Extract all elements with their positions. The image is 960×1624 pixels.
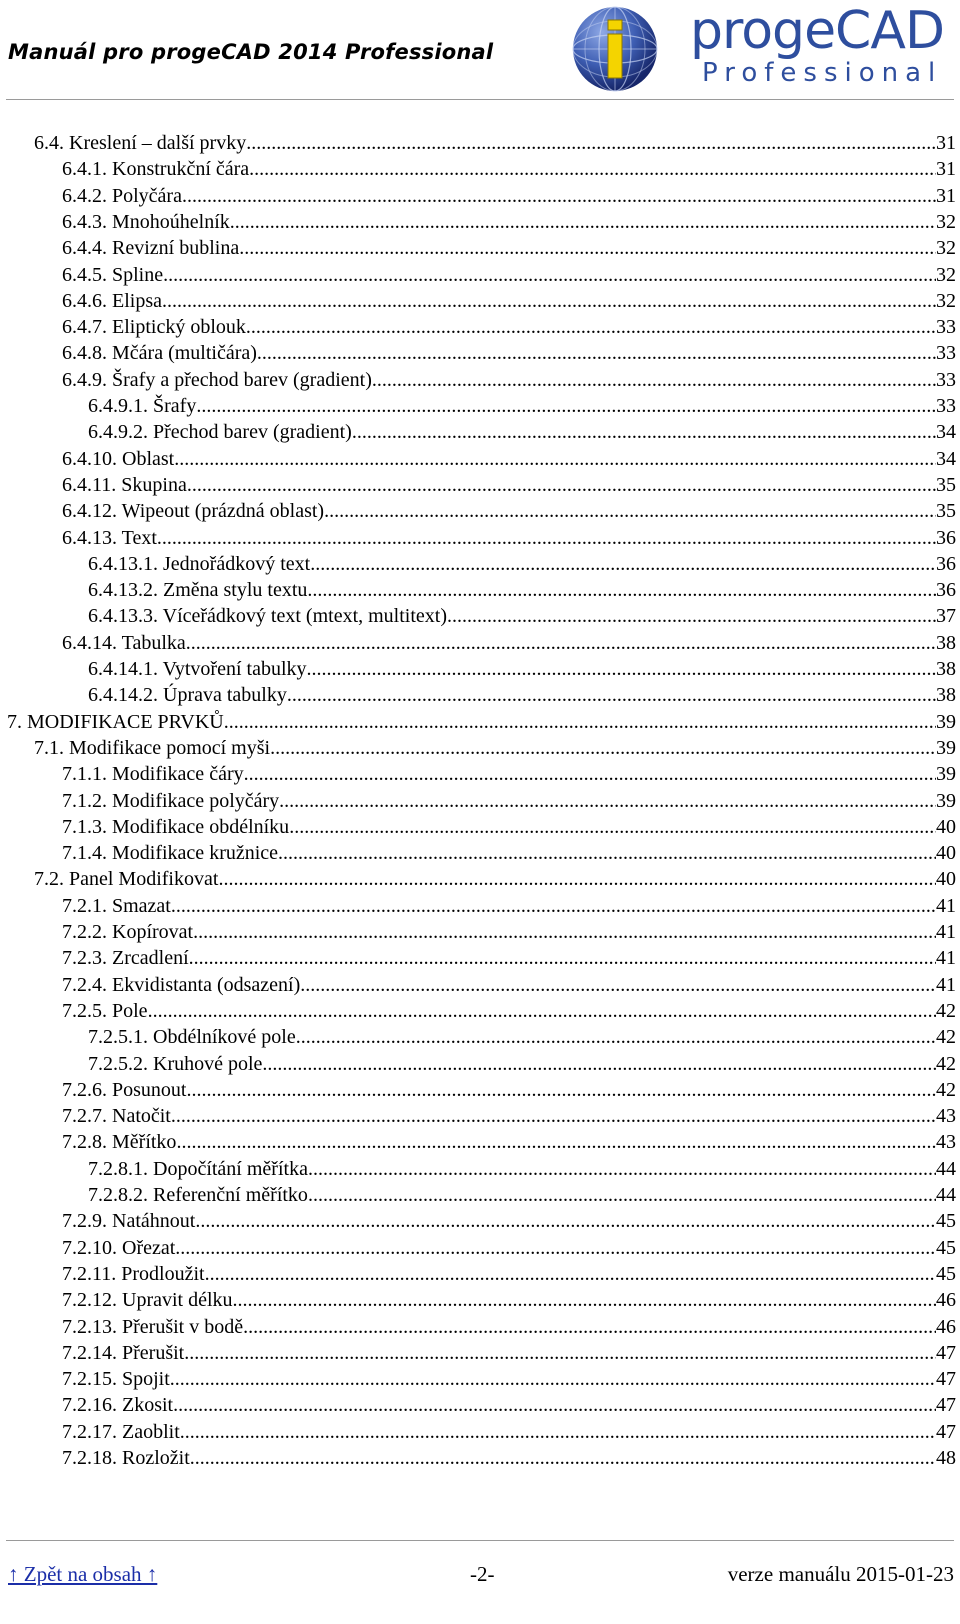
toc-dot-leader: [230, 209, 936, 236]
toc-dot-leader: [310, 551, 936, 578]
toc-entry-page: 41: [936, 894, 956, 917]
toc-entry-page: 35: [936, 500, 956, 523]
toc-entry-page: 33: [936, 395, 956, 417]
toc-dot-leader: [171, 1103, 936, 1130]
toc-entry-page: 31: [936, 158, 956, 181]
toc-entry-page: 41: [936, 973, 956, 996]
toc-entry-label: 7.2.7. Natočit: [62, 1105, 171, 1128]
toc-dot-leader: [307, 577, 936, 604]
toc-entry[interactable]: [0, 235, 958, 262]
toc-entry[interactable]: [0, 340, 958, 367]
toc-entry-label: 6.4.2. Polyčára: [62, 184, 182, 207]
toc-entry-label: 7.2.8.2. Referenční měřítko: [88, 1184, 308, 1206]
toc-dot-leader: [184, 1340, 936, 1367]
toc-entry-label: 6.4.14. Tabulka: [62, 631, 186, 654]
toc-entry[interactable]: [0, 498, 958, 525]
toc-dot-leader: [324, 498, 936, 525]
toc-dot-leader: [205, 1261, 936, 1288]
toc-entry[interactable]: [0, 788, 958, 815]
toc-entry-page: 44: [936, 1184, 956, 1206]
toc-entry[interactable]: [0, 367, 958, 394]
toc-entry-page: 32: [936, 237, 956, 260]
toc-dot-leader: [157, 525, 936, 552]
toc-dot-leader: [447, 603, 936, 630]
toc-entry-page: 39: [936, 789, 956, 812]
toc-entry-label: 6.4.13. Text: [62, 526, 157, 549]
toc-entry[interactable]: [0, 1077, 958, 1104]
page-number: -2-: [470, 1562, 495, 1586]
toc-entry[interactable]: [0, 998, 958, 1025]
toc-dot-leader: [218, 866, 936, 893]
toc-entry-page: 32: [936, 263, 956, 286]
toc-entry-label: 7.2.1. Smazat: [62, 894, 171, 917]
toc-entry[interactable]: [0, 656, 958, 683]
toc-entry[interactable]: [0, 183, 958, 210]
toc-entry-page: 41: [936, 947, 956, 970]
toc-entry-label: 7.2.16. Zkosit: [62, 1394, 174, 1417]
toc-entry[interactable]: [0, 1314, 958, 1341]
toc-dot-leader: [308, 1156, 936, 1183]
toc-entry-page: 35: [936, 473, 956, 496]
toc-entry-page: 37: [936, 605, 956, 628]
toc-dot-leader: [189, 945, 936, 972]
toc-entry[interactable]: [0, 1024, 958, 1051]
toc-entry-page: 33: [936, 316, 956, 339]
toc-dot-leader: [171, 893, 936, 920]
toc-entry-label: 7.1.2. Modifikace polyčáry: [62, 789, 280, 812]
toc-dot-leader: [246, 314, 936, 341]
toc-dot-leader: [257, 340, 936, 367]
toc-entry-page: 45: [936, 1210, 956, 1233]
toc-entry-label: 6.4. Kreslení – další prvky: [34, 132, 247, 154]
toc-entry[interactable]: [0, 682, 958, 709]
manual-title: Manuál pro progeCAD 2014 Professional: [8, 40, 494, 64]
toc-dot-leader: [287, 682, 936, 709]
toc-entry-page: 48: [936, 1447, 956, 1469]
toc-entry[interactable]: [0, 1208, 958, 1235]
toc-dot-leader: [170, 1366, 936, 1393]
toc-entry[interactable]: [0, 893, 958, 920]
toc-entry-page: 38: [936, 684, 956, 707]
toc-entry-page: 34: [936, 421, 956, 444]
toc-entry-page: 44: [936, 1157, 956, 1180]
toc-dot-leader: [244, 761, 936, 788]
toc-entry-label: 6.4.6. Elipsa: [62, 289, 162, 312]
toc-entry-page: 42: [936, 1078, 956, 1101]
toc-entry-label: 6.4.4. Revizní bublina: [62, 237, 240, 260]
toc-entry-label: 6.4.10. Oblast: [62, 447, 175, 470]
toc-dot-leader: [262, 1051, 936, 1078]
toc-entry-page: 36: [936, 579, 956, 602]
toc-entry-page: 47: [936, 1368, 956, 1391]
toc-dot-leader: [352, 419, 936, 446]
toc-entry[interactable]: [0, 577, 958, 604]
toc-entry-page: 47: [936, 1420, 956, 1443]
toc-entry-label: 6.4.14.2. Úprava tabulky: [88, 684, 287, 707]
toc-dot-leader: [162, 288, 936, 315]
toc-entry[interactable]: [0, 1103, 958, 1130]
toc-entry-page: 31: [936, 184, 956, 207]
toc-dot-leader: [180, 1419, 936, 1446]
toc-entry-page: 47: [936, 1394, 956, 1417]
toc-entry[interactable]: [0, 1129, 958, 1156]
toc-entry[interactable]: [0, 314, 958, 341]
toc-entry-page: 38: [936, 631, 956, 654]
toc-entry-label: 7.2.3. Zrcadlení: [62, 947, 189, 970]
toc-entry[interactable]: [0, 1051, 958, 1078]
toc-dot-leader: [175, 1235, 936, 1262]
toc-dot-leader: [190, 1445, 936, 1472]
toc-entry[interactable]: [0, 840, 958, 867]
toc-dot-leader: [307, 656, 936, 683]
toc-entry-label: 6.4.7. Eliptický oblouk: [62, 316, 246, 339]
toc-entry-page: 42: [936, 999, 956, 1022]
toc-dot-leader: [182, 183, 936, 210]
toc-dot-leader: [243, 1314, 936, 1341]
toc-entry-label: 6.4.9.1. Šrafy: [88, 395, 197, 417]
toc-dot-leader: [246, 130, 936, 157]
toc-entry-label: 7.2.9. Natáhnout: [62, 1210, 196, 1233]
toc-dot-leader: [173, 1392, 936, 1419]
toc-entry-label: 7.2.12. Upravit délku: [62, 1289, 233, 1312]
toc-entry[interactable]: [0, 814, 958, 841]
toc-entry-label: 7.2.11. Prodloužit: [62, 1262, 205, 1285]
toc-entry[interactable]: [0, 1235, 958, 1262]
toc-entry[interactable]: [0, 551, 958, 578]
toc-dot-leader: [308, 1182, 936, 1209]
toc-entry-label: 6.4.13.3. Víceřádkový text (mtext, multitext): [88, 605, 448, 628]
logo-wordmark: progeCAD: [690, 1, 944, 61]
toc-entry[interactable]: [0, 156, 958, 183]
toc-entry[interactable]: [0, 419, 958, 446]
toc-entry-page: 32: [936, 289, 956, 312]
toc-entry-page: 36: [936, 552, 956, 575]
toc-entry[interactable]: [0, 735, 958, 762]
toc-dot-leader: [233, 1287, 936, 1314]
toc-entry-page: 45: [936, 1236, 956, 1259]
toc-entry-label: 7.1.3. Modifikace obdélníku: [62, 815, 290, 838]
toc-entry[interactable]: [0, 945, 958, 972]
manual-version: verze manuálu 2015-01-23: [727, 1562, 954, 1586]
toc-dot-leader: [224, 709, 936, 736]
toc-entry[interactable]: [0, 709, 958, 736]
toc-entry-label: 7.2.13. Přerušit v bodě: [62, 1315, 244, 1338]
toc-entry[interactable]: [0, 919, 958, 946]
toc-dot-leader: [296, 1024, 936, 1051]
toc-entry-label: 6.4.9.2. Přechod barev (gradient): [88, 421, 352, 444]
toc-entry-label: 7. MODIFIKACE PRVKŮ: [7, 710, 224, 733]
toc-dot-leader: [186, 630, 936, 657]
toc-entry-label: 6.4.14.1. Vytvoření tabulky: [88, 658, 307, 680]
toc-entry-page: 46: [936, 1289, 956, 1312]
progecad-globe-logo-icon: [570, 4, 660, 94]
toc-entry-label: 7.2.5.2. Kruhové pole: [88, 1052, 263, 1075]
page-footer: [0, 1562, 960, 1602]
logo-edition: Professional: [702, 58, 943, 88]
toc-dot-leader: [174, 446, 936, 473]
toc-dot-leader: [239, 235, 936, 262]
toc-entry-page: 31: [936, 132, 956, 154]
toc-entry-page: 39: [936, 736, 956, 759]
toc-entry-label: 7.1. Modifikace pomocí myši: [34, 736, 271, 759]
header-divider: [6, 99, 954, 100]
toc-entry-page: 33: [936, 368, 956, 391]
back-to-contents-link[interactable]: ↑ Zpět na obsah ↑: [8, 1562, 158, 1586]
toc-entry-page: 40: [936, 842, 956, 865]
toc-entry-label: 7.2.5. Pole: [62, 999, 148, 1022]
toc-entry-page: 45: [936, 1262, 956, 1285]
toc-entry[interactable]: [0, 1392, 958, 1419]
toc-dot-leader: [195, 1208, 936, 1235]
toc-dot-leader: [289, 814, 936, 841]
toc-dot-leader: [249, 156, 936, 183]
toc-entry-page: 36: [936, 526, 956, 549]
toc-dot-leader: [196, 393, 936, 420]
toc-entry-label: 6.4.5. Spline: [62, 263, 164, 286]
toc-entry-label: 6.4.1. Konstrukční čára: [62, 158, 250, 181]
toc-entry[interactable]: [0, 446, 958, 473]
toc-entry-page: 46: [936, 1315, 956, 1338]
toc-entry-page: 43: [936, 1131, 956, 1154]
toc-dot-leader: [187, 472, 936, 499]
toc-entry-label: 7.2.17. Zaoblit: [62, 1420, 180, 1443]
toc-entry-page: 47: [936, 1341, 956, 1364]
toc-entry-page: 41: [936, 921, 956, 943]
toc-entry[interactable]: [0, 1366, 958, 1393]
toc-entry-label: 6.4.3. Mnohoúhelník: [62, 210, 230, 233]
toc-dot-leader: [279, 788, 936, 815]
toc-entry-label: 7.2.4. Ekvidistanta (odsazení): [62, 973, 301, 996]
toc-dot-leader: [148, 998, 936, 1025]
toc-entry-label: 6.4.8. Mčára (multičára): [62, 342, 257, 365]
toc-entry-page: 39: [936, 710, 956, 733]
toc-dot-leader: [176, 1129, 936, 1156]
toc-entry[interactable]: [0, 130, 958, 157]
toc-entry-page: 43: [936, 1105, 956, 1128]
toc-entry-label: 6.4.12. Wipeout (prázdná oblast): [62, 500, 325, 523]
toc-entry[interactable]: [0, 761, 958, 788]
toc-dot-leader: [186, 1077, 936, 1104]
toc-entry-label: 7.2.5.1. Obdélníkové pole: [88, 1026, 296, 1049]
toc-entry-label: 7.2.8. Měřítko: [62, 1131, 177, 1154]
toc-entry[interactable]: [0, 1340, 958, 1367]
toc-entry-page: 34: [936, 447, 956, 470]
toc-entry[interactable]: [0, 1182, 958, 1209]
toc-entry-label: 7.2. Panel Modifikovat: [34, 868, 219, 891]
toc-entry-page: 33: [936, 342, 956, 365]
toc-entry-label: 7.2.6. Posunout: [62, 1078, 187, 1101]
toc-entry[interactable]: [0, 866, 958, 893]
toc-entry-page: 42: [936, 1026, 956, 1049]
toc-entry-page: 32: [936, 210, 956, 233]
toc-dot-leader: [163, 262, 936, 289]
toc-entry-page: 40: [936, 815, 956, 838]
toc-entry-label: 6.4.13.1. Jednořádkový text: [88, 552, 311, 575]
toc-entry-label: 7.1.1. Modifikace čáry: [62, 763, 244, 786]
toc-entry[interactable]: [0, 209, 958, 236]
toc-entry-page: 40: [936, 868, 956, 891]
toc-entry-label: 7.2.10. Ořezat: [62, 1236, 176, 1259]
toc-entry-label: 6.4.13.2. Změna stylu textu: [88, 579, 308, 602]
toc-dot-leader: [270, 735, 936, 762]
toc-entry[interactable]: [0, 1445, 958, 1472]
toc-dot-leader: [193, 919, 936, 946]
toc-entry[interactable]: [0, 1287, 958, 1314]
toc-entry-label: 7.2.15. Spojit: [62, 1368, 170, 1391]
toc-entry-page: 39: [936, 763, 956, 786]
toc-entry[interactable]: [0, 1261, 958, 1288]
toc-entry[interactable]: [0, 288, 958, 315]
footer-divider: [6, 1540, 954, 1541]
toc-entry[interactable]: [0, 1156, 958, 1183]
toc-entry-label: 6.4.9. Šrafy a přechod barev (gradient): [62, 368, 372, 391]
toc-entry[interactable]: [0, 630, 958, 657]
toc-dot-leader: [372, 367, 936, 394]
toc-entry[interactable]: [0, 472, 958, 499]
toc-dot-leader: [300, 972, 936, 999]
toc-entry-label: 7.2.14. Přerušit: [62, 1341, 185, 1364]
toc-entry[interactable]: [0, 525, 958, 552]
page-header: [0, 0, 960, 100]
toc-entry-label: 7.1.4. Modifikace kružnice: [62, 842, 279, 865]
toc-entry-label: 7.2.8.1. Dopočítání měřítka: [88, 1157, 308, 1180]
toc-entry[interactable]: [0, 1419, 958, 1446]
toc-entry-label: 6.4.11. Skupina: [62, 473, 187, 496]
toc-entry[interactable]: [0, 262, 958, 289]
toc-entry-label: 7.2.18. Rozložit: [62, 1447, 190, 1469]
toc-entry-page: 38: [936, 658, 956, 680]
toc-entry-label: 7.2.2. Kopírovat: [62, 921, 194, 943]
toc-dot-leader: [278, 840, 936, 867]
toc-entry[interactable]: [0, 972, 958, 999]
toc-entry-page: 42: [936, 1052, 956, 1075]
toc-entry[interactable]: [0, 393, 958, 420]
toc-entry[interactable]: [0, 603, 958, 630]
